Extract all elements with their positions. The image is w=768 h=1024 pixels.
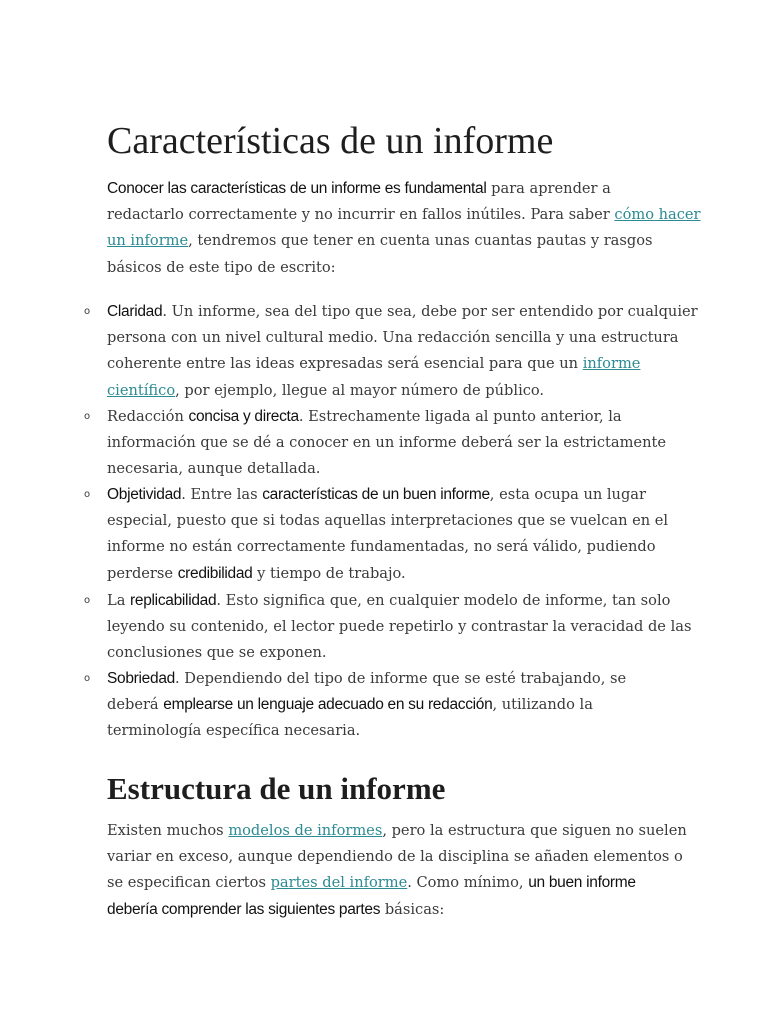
body-text: , esta ocupa un lugar	[489, 486, 646, 503]
como-hacer-informe-link[interactable]: cómo hacer	[614, 206, 701, 224]
list-item-redaccion	[107, 404, 666, 483]
body-text: Redacción	[107, 408, 189, 425]
body-text: información que se dé a conocer en un informe deberá ser la estrictamente	[107, 434, 666, 452]
keyword-text: emplearse un lenguaje adecuado en su redacción	[163, 696, 493, 714]
body-text: se especifican ciertos	[107, 874, 271, 892]
body-text: básicas:	[380, 900, 445, 918]
body-text: y tiempo de trabajo.	[252, 564, 406, 582]
keyword-text: concisa y directa	[188, 408, 299, 425]
body-text: , pero la estructura que siguen no suelen	[382, 822, 687, 839]
hollow-circle-bullet-icon: o	[84, 595, 91, 606]
keyword-text: replicabilidad	[130, 592, 217, 609]
keyword-text: un buen informe	[528, 874, 636, 892]
list-item-replicabilidad	[107, 588, 691, 667]
keyword-text: Objetividad	[107, 486, 182, 503]
intro-paragraph	[107, 176, 701, 281]
body-text: terminología específica necesaria.	[107, 722, 361, 740]
informe-cientifico-link[interactable]: científico	[107, 381, 176, 399]
body-text: , utilizando la	[492, 696, 593, 714]
body-text: coherente entre las ideas expresadas será esencial para que un	[107, 355, 583, 373]
informe-cientifico-link[interactable]: informe	[582, 355, 641, 373]
body-text: , por ejemplo, llegue al mayor número de público.	[175, 381, 545, 399]
keyword-text: Claridad	[107, 303, 163, 320]
body-text: especial, puesto que si todas aquellas interpretaciones que se vuelcan en el	[107, 512, 669, 530]
list-item-sobriedad	[107, 666, 626, 745]
modelos-de-informes-link[interactable]: modelos de informes	[228, 822, 383, 839]
page-title: Características de un informe	[107, 120, 554, 162]
hollow-circle-bullet-icon: o	[84, 489, 91, 500]
list-item-claridad	[107, 299, 698, 404]
body-text: para aprender a	[486, 180, 611, 197]
section-heading: Estructura de un informe	[107, 771, 446, 806]
partes-del-informe-link[interactable]: partes del informe	[270, 874, 408, 892]
body-text: deberá	[107, 696, 164, 714]
structure-paragraph	[107, 818, 687, 923]
body-text: . Esto significa que, en cualquier modelo de informe, tan solo	[216, 592, 671, 609]
keyword-text: debería comprender las siguientes partes	[107, 900, 381, 918]
list-item-objetividad	[107, 482, 668, 587]
body-text: . Estrechamente ligada al punto anterior, la	[298, 408, 622, 425]
hollow-circle-bullet-icon: o	[84, 673, 91, 684]
keyword-text: credibilidad	[177, 564, 253, 582]
body-text: leyendo su contenido, el lector puede repetirlo y contrastar la veracidad de las	[107, 618, 692, 636]
body-text: persona con un nivel cultural medio. Una redacción sencilla y una estructura	[107, 329, 679, 347]
body-text: La	[107, 592, 131, 609]
body-text: variar en exceso, aunque dependiendo de la disciplina se añaden elementos o	[107, 848, 683, 866]
hollow-circle-bullet-icon: o	[84, 306, 91, 317]
body-text: necesaria, aunque detallada.	[107, 460, 321, 478]
body-text: . Un informe, sea del tipo que sea, debe por ser entendido por cualquier	[162, 303, 698, 320]
body-text: . Dependiendo del tipo de informe que se esté trabajando, se	[174, 670, 627, 687]
body-text: informe no están correctamente fundamentadas, no será válido, pudiendo	[107, 538, 656, 556]
body-text: perderse	[107, 564, 178, 582]
body-text: . Entre las	[181, 486, 263, 503]
body-text: . Como mínimo,	[407, 874, 529, 892]
keyword-text: características de un buen informe	[262, 486, 490, 503]
hollow-circle-bullet-icon: o	[84, 411, 91, 422]
keyword-text: Conocer las características de un informe es fundamental	[107, 180, 487, 197]
como-hacer-informe-link[interactable]: un informe	[107, 232, 189, 250]
body-text: básicos de este tipo de escrito:	[107, 258, 336, 276]
keyword-text: Sobriedad	[107, 670, 175, 687]
body-text: Existen muchos	[107, 822, 229, 839]
body-text: conclusiones que se exponen.	[107, 644, 327, 662]
body-text: redactarlo correctamente y no incurrir en fallos inútiles. Para saber	[107, 206, 615, 224]
body-text: , tendremos que tener en cuenta unas cuantas pautas y rasgos	[188, 232, 653, 250]
